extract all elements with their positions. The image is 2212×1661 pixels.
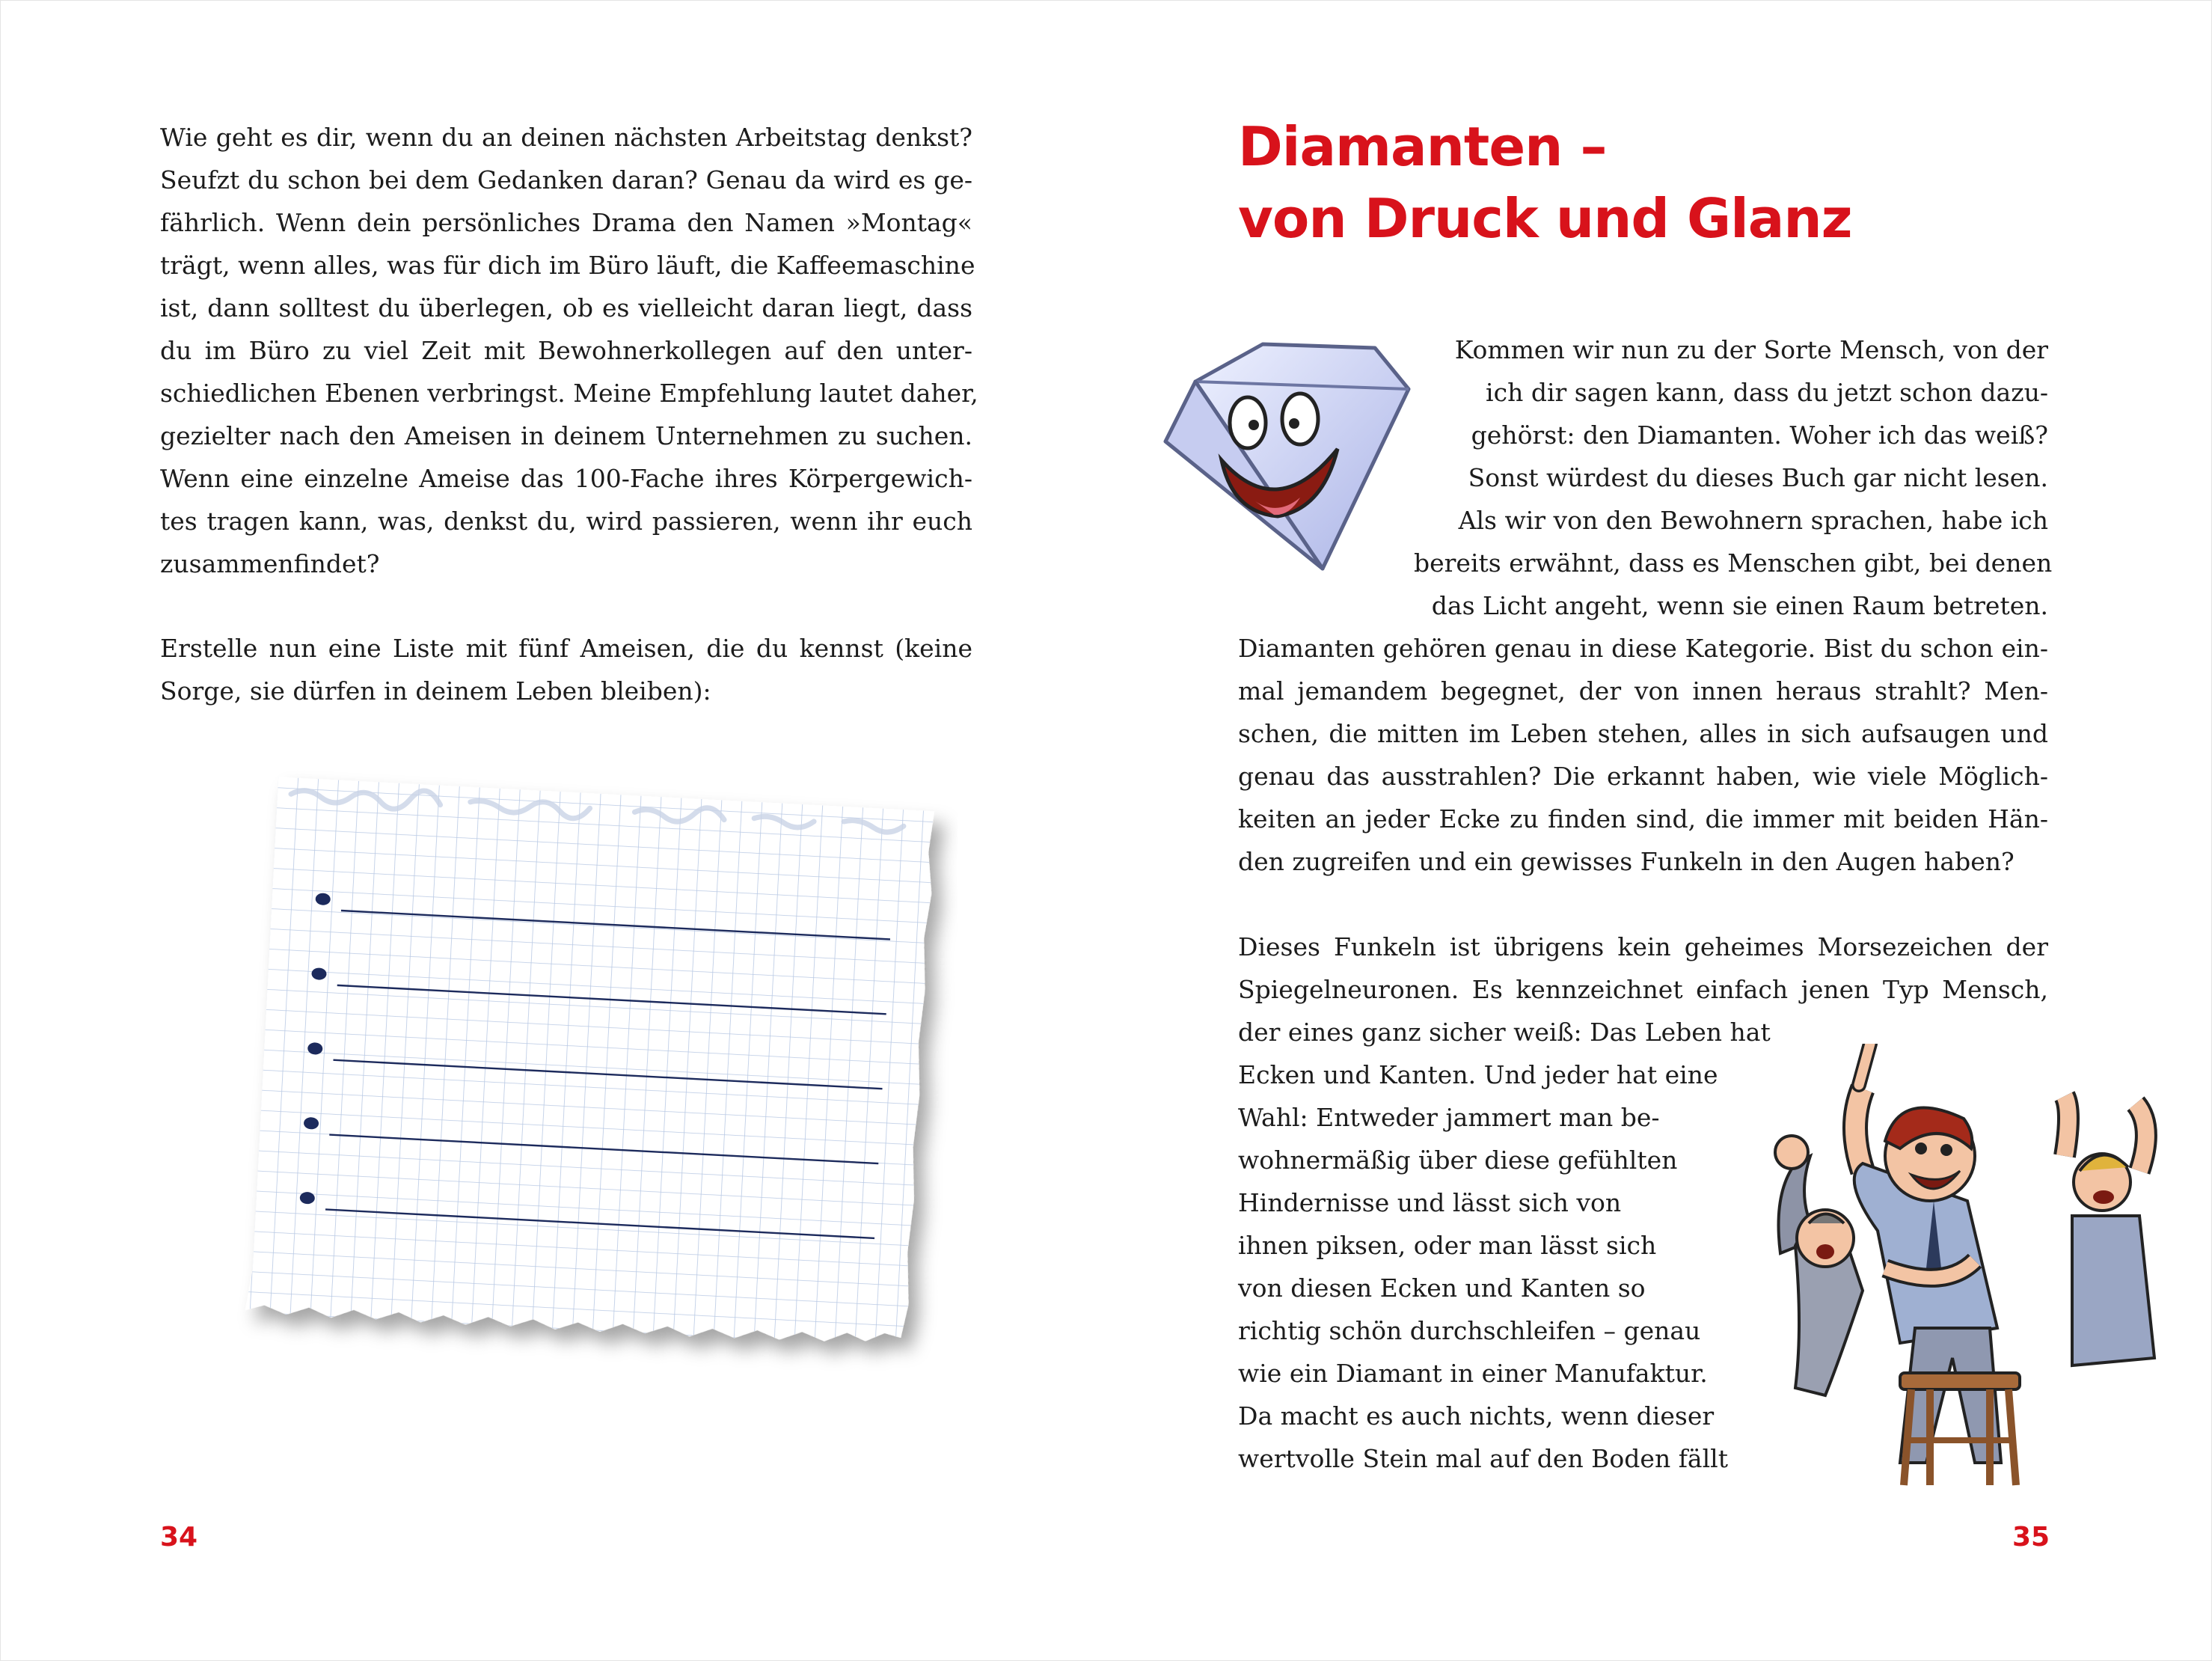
text-line: wohnermäßig über diese gefühlten (1238, 1145, 1678, 1175)
text-line: Kommen wir nun zu der Sorte Mensch, von der (1454, 335, 2048, 364)
text-line: genau das ausstrahlen? Die erkannt haben, wie viele Möglich- (1238, 762, 2048, 791)
text-line: fährlich. Wenn dein persönliches Drama den Namen »Montag« (160, 208, 972, 237)
right-paragraph-2-wrapped (1238, 1011, 1771, 1480)
text-line: du im Büro zu viel Zeit mit Bewohnerkollegen auf den unter- (160, 336, 972, 365)
text-line: Erstelle nun eine Liste mit fünf Ameisen, die du kennst (keine (160, 634, 972, 663)
right-paragraph-2 (1238, 926, 2048, 1011)
text-line: Seufzt du schon bei dem Gedanken daran? Genau da wird es ge- (160, 165, 972, 195)
text-line: mal jemandem begegnet, der von innen heraus strahlt? Men- (1238, 676, 2048, 706)
text-line: ist, dann solltest du überlegen, ob es vielleicht daran liegt, dass (160, 293, 972, 322)
text-line: ich dir sagen kann, dass du jetzt schon dazu- (1486, 378, 2048, 407)
text-line: Sonst würdest du dieses Buch gar nicht lesen. (1468, 463, 2048, 492)
right-paragraph-1-wrapped (1414, 328, 2053, 627)
text-line: das Licht angeht, wenn sie einen Raum betreten. (1431, 591, 2048, 620)
text-line: gezielter nach den Ameisen in deinem Unternehmen zu suchen. (160, 421, 972, 450)
text-line: Wahl: Entweder jammert man be- (1238, 1103, 1660, 1132)
text-line: den zugreifen und ein gewisses Funkeln in den Augen haben? (1238, 847, 2015, 876)
text-line: Hindernisse und lässt sich von (1238, 1188, 1622, 1217)
text-line: Sorge, sie dürfen in deinem Leben bleiben): (160, 676, 711, 706)
person-center (1854, 1044, 2020, 1485)
text-line: ihnen piksen, oder man lässt sich (1238, 1231, 1657, 1260)
chapter-heading (1238, 111, 1852, 254)
page-number-right: 35 (2012, 1522, 2050, 1553)
text-line: gehörst: den Diamanten. Woher ich das weiß? (1471, 420, 2048, 450)
text-line: zusammenfindet? (160, 549, 380, 578)
text-line: bereits erwähnt, dass es Menschen gibt, bei denen (1414, 548, 2053, 578)
text-line: Diamanten gehören genau in diese Kategorie. Bist du schon ein- (1238, 634, 2048, 663)
text-line: wertvolle Stein mal auf den Boden fällt (1238, 1444, 1728, 1473)
person-left (1775, 1136, 1863, 1395)
text-line: Da macht es auch nichts, wenn dieser (1238, 1401, 1715, 1431)
text-line: trägt, wenn alles, was für dich im Büro läuft, die Kaffeemaschine (160, 251, 975, 280)
heading-line-1: Diamanten – (1238, 115, 1607, 178)
text-line: von diesen Ecken und Kanten so (1238, 1273, 1646, 1303)
text-line: schiedlichen Ebenen verbringst. Meine Empfehlung lautet daher, (160, 379, 978, 408)
left-paragraph-1 (160, 116, 978, 585)
cheering-people-illustration (1750, 1044, 2169, 1489)
text-line: richtig schön durchschleifen – genau (1238, 1316, 1701, 1345)
text-line: Dieses Funkeln ist übrigens kein geheimes Morsezeichen der (1238, 932, 2048, 961)
text-line: schen, die mitten im Leben stehen, alles in sich aufsaugen und (1238, 719, 2048, 748)
page-number-left: 34 (160, 1522, 198, 1553)
notepad-list-illustration (202, 763, 958, 1384)
smiling-diamond-illustration (1151, 329, 1420, 584)
heading-line-2: von Druck und Glanz (1238, 187, 1852, 250)
text-line: Als wir von den Bewohnern sprachen, habe ich (1458, 506, 2048, 535)
text-line: Wie geht es dir, wenn du an deinen nächsten Arbeitstag denkst? (160, 123, 972, 152)
text-line: Wenn eine einzelne Ameise das 100-Fache ihres Körpergewich- (160, 464, 972, 493)
text-line: Spiegelneuronen. Es kennzeichnet einfach jenen Typ Mensch, (1238, 975, 2048, 1004)
text-line: Ecken und Kanten. Und jeder hat eine (1238, 1060, 1718, 1089)
right-paragraph-1 (1238, 627, 2048, 883)
text-line: tes tragen kann, was, denkst du, wird passieren, wenn ihr euch (160, 507, 972, 536)
person-right (2065, 1096, 2154, 1365)
text-line: wie ein Diamant in einer Manufaktur. (1238, 1359, 1708, 1388)
text-line: keiten an jeder Ecke zu finden sind, die immer mit beiden Hän- (1238, 804, 2048, 833)
text-line: der eines ganz sicher weiß: Das Leben hat (1238, 1018, 1771, 1047)
left-paragraph-2 (160, 627, 972, 712)
